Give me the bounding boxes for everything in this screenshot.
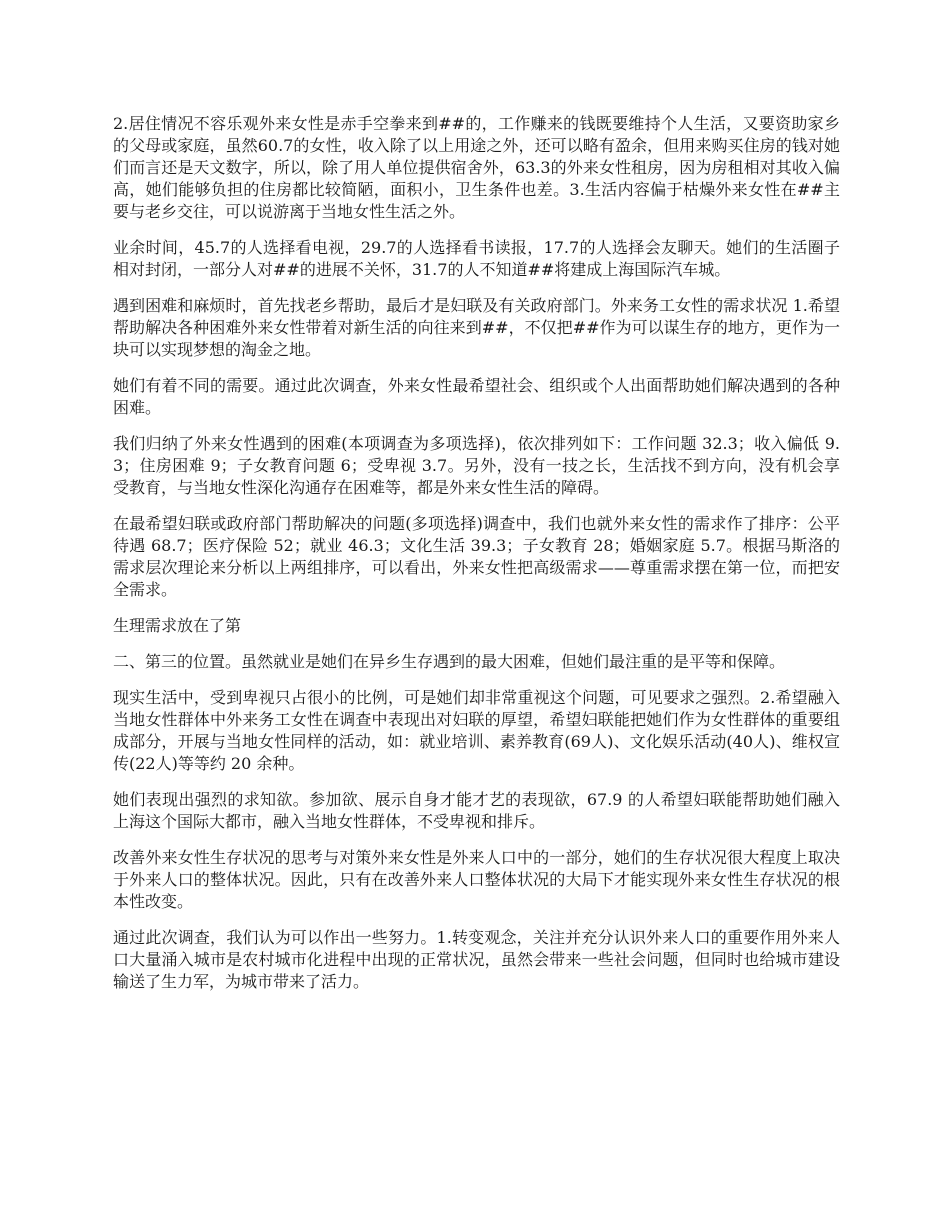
paragraph-4: 她们有着不同的需要。通过此次调查，外来女性最希望社会、组织或个人出面帮助她们解决遇到的各种困难。 xyxy=(113,376,840,417)
paragraph-2: 业余时间，45.7的人选择看电视，29.7的人选择看书读报，17.7的人选择会友聊天。她们的生活圈子相对封闭，一部分人对##的进展不关怀，31.7的人不知道##将建成上海国际汽车城。 xyxy=(113,238,840,279)
paragraph-5: 我们归纳了外来女性遇到的困难(本项调查为多项选择)，依次排列如下：工作问题 32.3；收入偏低 9.3；住房困难 9；子女教育问题 6；受卑视 3.7。另外，没有一技之长，生活找不到方向，没有机会享受教育，与当地女性深化沟通存在困难等，都是外来女性生活的障碍。 xyxy=(113,434,840,497)
paragraph-10: 她们表现出强烈的求知欲。参加欲、展示自身才能才艺的表现欲，67.9 的人希望妇联能帮助她们融入上海这个国际大都市，融入当地女性群体，不受卑视和排斥。 xyxy=(113,790,840,831)
paragraph-7: 生理需求放在了第 xyxy=(113,616,242,635)
paragraph-11: 改善外来女性生存状况的思考与对策外来女性是外来人口中的一部分，她们的生存状况很大程度上取决于外来人口的整体状况。因此，只有在改善外来人口整体状况的大局下才能实现外来女性生存状况的根本性改变。 xyxy=(113,848,840,911)
document-body xyxy=(113,113,840,993)
paragraph-3: 遇到困难和麻烦时，首先找老乡帮助，最后才是妇联及有关政府部门。外来务工女性的需求状况 1.希望帮助解决各种困难外来女性带着对新生活的向往来到##，不仅把##作为可以谋生存的地方，更作为一块可以实现梦想的淘金之地。 xyxy=(113,296,840,359)
paragraph-1: 2.居住情况不容乐观外来女性是赤手空拳来到##的，工作赚来的钱既要维持个人生活，又要资助家乡的父母或家庭，虽然60.7的女性，收入除了以上用途之外，还可以略有盈余，但用来购买住房的钱对她们而言还是天文数字，所以，除了用人单位提供宿舍外，63.3的外来女性租房，因为房租相对其收入偏高，她们能够负担的住房都比较简陋，面积小，卫生条件也差。3.生活内容偏于枯燥外来女性在##主要与老乡交往，可以说游离于当地女性生活之外。 xyxy=(113,114,840,221)
paragraph-9: 现实生活中，受到卑视只占很小的比例，可是她们却非常重视这个问题，可见要求之强烈。2.希望融入当地女性群体中外来务工女性在调查中表现出对妇联的厚望，希望妇联能把她们作为女性群体的重要组成部分，开展与当地女性同样的活动，如：就业培训、素养教育(69人)、文化娱乐活动(40人)、维权宣传(22人)等等约 20 余种。 xyxy=(113,688,840,773)
paragraph-6: 在最希望妇联或政府部门帮助解决的问题(多项选择)调查中，我们也就外来女性的需求作了排序：公平待遇 68.7；医疗保险 52；就业 46.3；文化生活 39.3；子女教育 28；婚姻家庭 5.7。根据马斯洛的需求层次理论来分析以上两组排序，可以看出，外来女性把高级需求——尊重需求摆在第一位，而把安全需求。 xyxy=(113,514,840,599)
paragraph-8: 二、第三的位置。虽然就业是她们在异乡生存遇到的最大困难，但她们最注重的是平等和保障。 xyxy=(113,652,786,671)
paragraph-12: 通过此次调查，我们认为可以作出一些努力。1.转变观念，关注并充分认识外来人口的重要作用外来人口大量涌入城市是农村城市化进程中出现的正常状况，虽然会带来一些社会问题，但同时也给城市建设输送了生力军，为城市带来了活力。 xyxy=(113,928,840,991)
